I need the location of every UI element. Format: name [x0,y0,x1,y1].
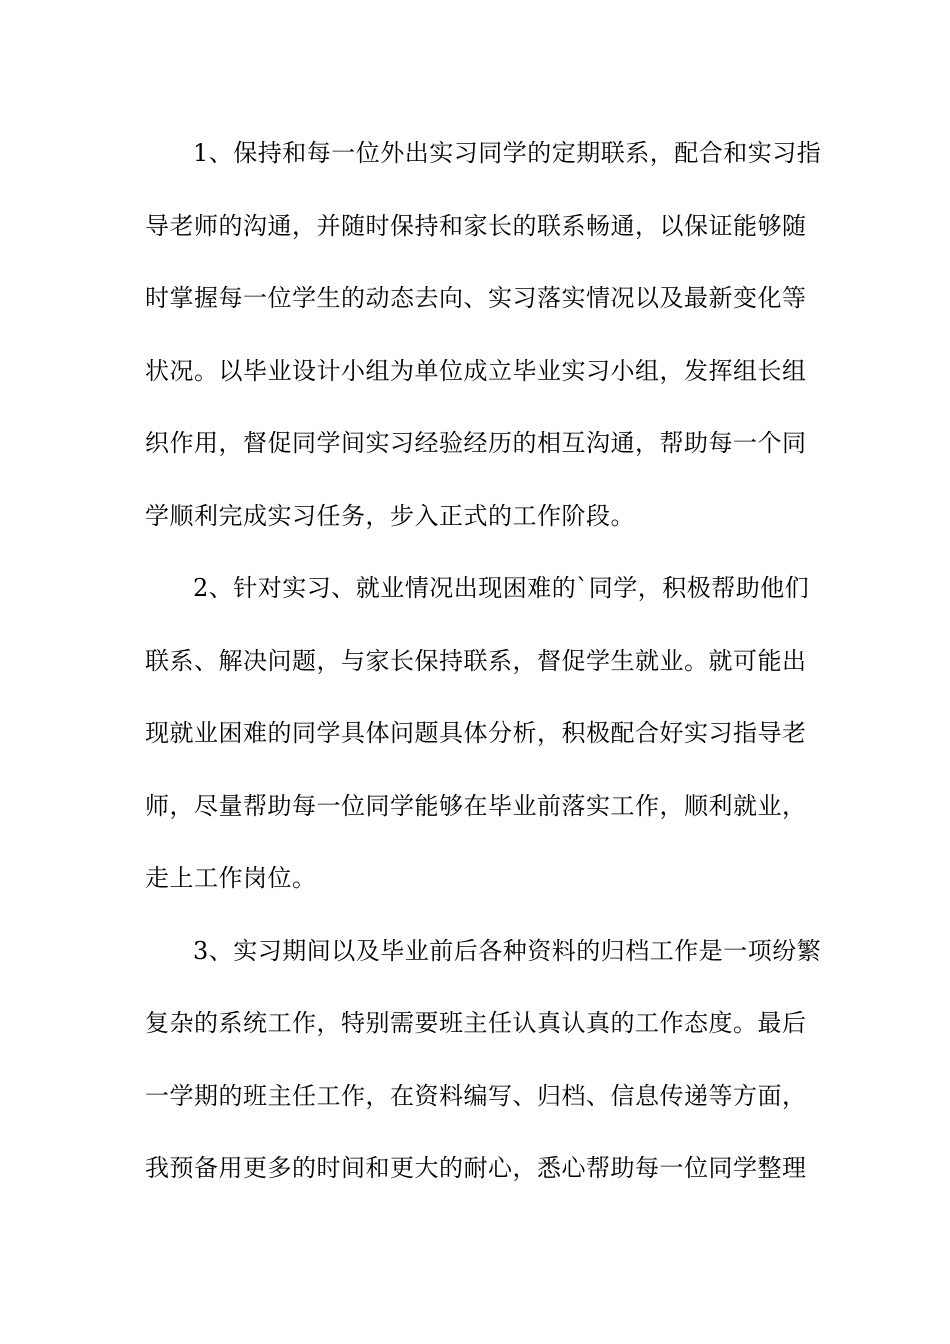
paragraph-3-line-2: 复杂的系统工作，特别需要班主任认真认真的工作态度。最后 [145,1009,807,1037]
paragraph-2-line-5: 走上工作岗位。 [145,864,317,892]
paragraph-2-line-2: 联系、解决问题，与家长保持联系，督促学生就业。就可能出 [145,646,807,675]
document-body [145,127,822,1215]
paragraph-2-line-4: 师，尽量帮助每一位同学能够在毕业前落实工作，顺利就业， [145,791,807,820]
paragraph-1-line-2: 导老师的沟通，并随时保持和家长的联系畅通，以保证能够随 [145,211,807,240]
paragraph-1-line-5: 织作用，督促同学间实习经验经历的相互沟通，帮助每一个同 [145,429,807,457]
paragraph-3-line-4: 我预备用更多的时间和更大的耐心，悉心帮助每一位同学整理 [145,1154,807,1182]
paragraph-1-line-1: 1、保持和每一位外出实习同学的定期联系，配合和实习指 [193,139,822,167]
paragraph-3-line-1: 3、实习期间以及毕业前后各种资料的归档工作是一项纷繁 [193,936,822,965]
paragraph-2-line-3: 现就业困难的同学具体问题具体分析，积极配合好实习指导老 [145,719,807,747]
paragraph-1-line-6: 学顺利完成实习任务，步入正式的工作阶段。 [145,501,635,530]
paragraph-1-line-4: 状况。以毕业设计小组为单位成立毕业实习小组，发挥组长组 [145,356,807,385]
paragraph-2-line-1: 2、针对实习、就业情况出现困难的`同学，积极帮助他们 [193,574,810,602]
paragraph-1-line-3: 时掌握每一位学生的动态去向、实习落实情况以及最新变化等 [145,284,807,312]
paragraph-3-line-3: 一学期的班主任工作，在资料编写、归档、信息传递等方面， [145,1081,807,1110]
